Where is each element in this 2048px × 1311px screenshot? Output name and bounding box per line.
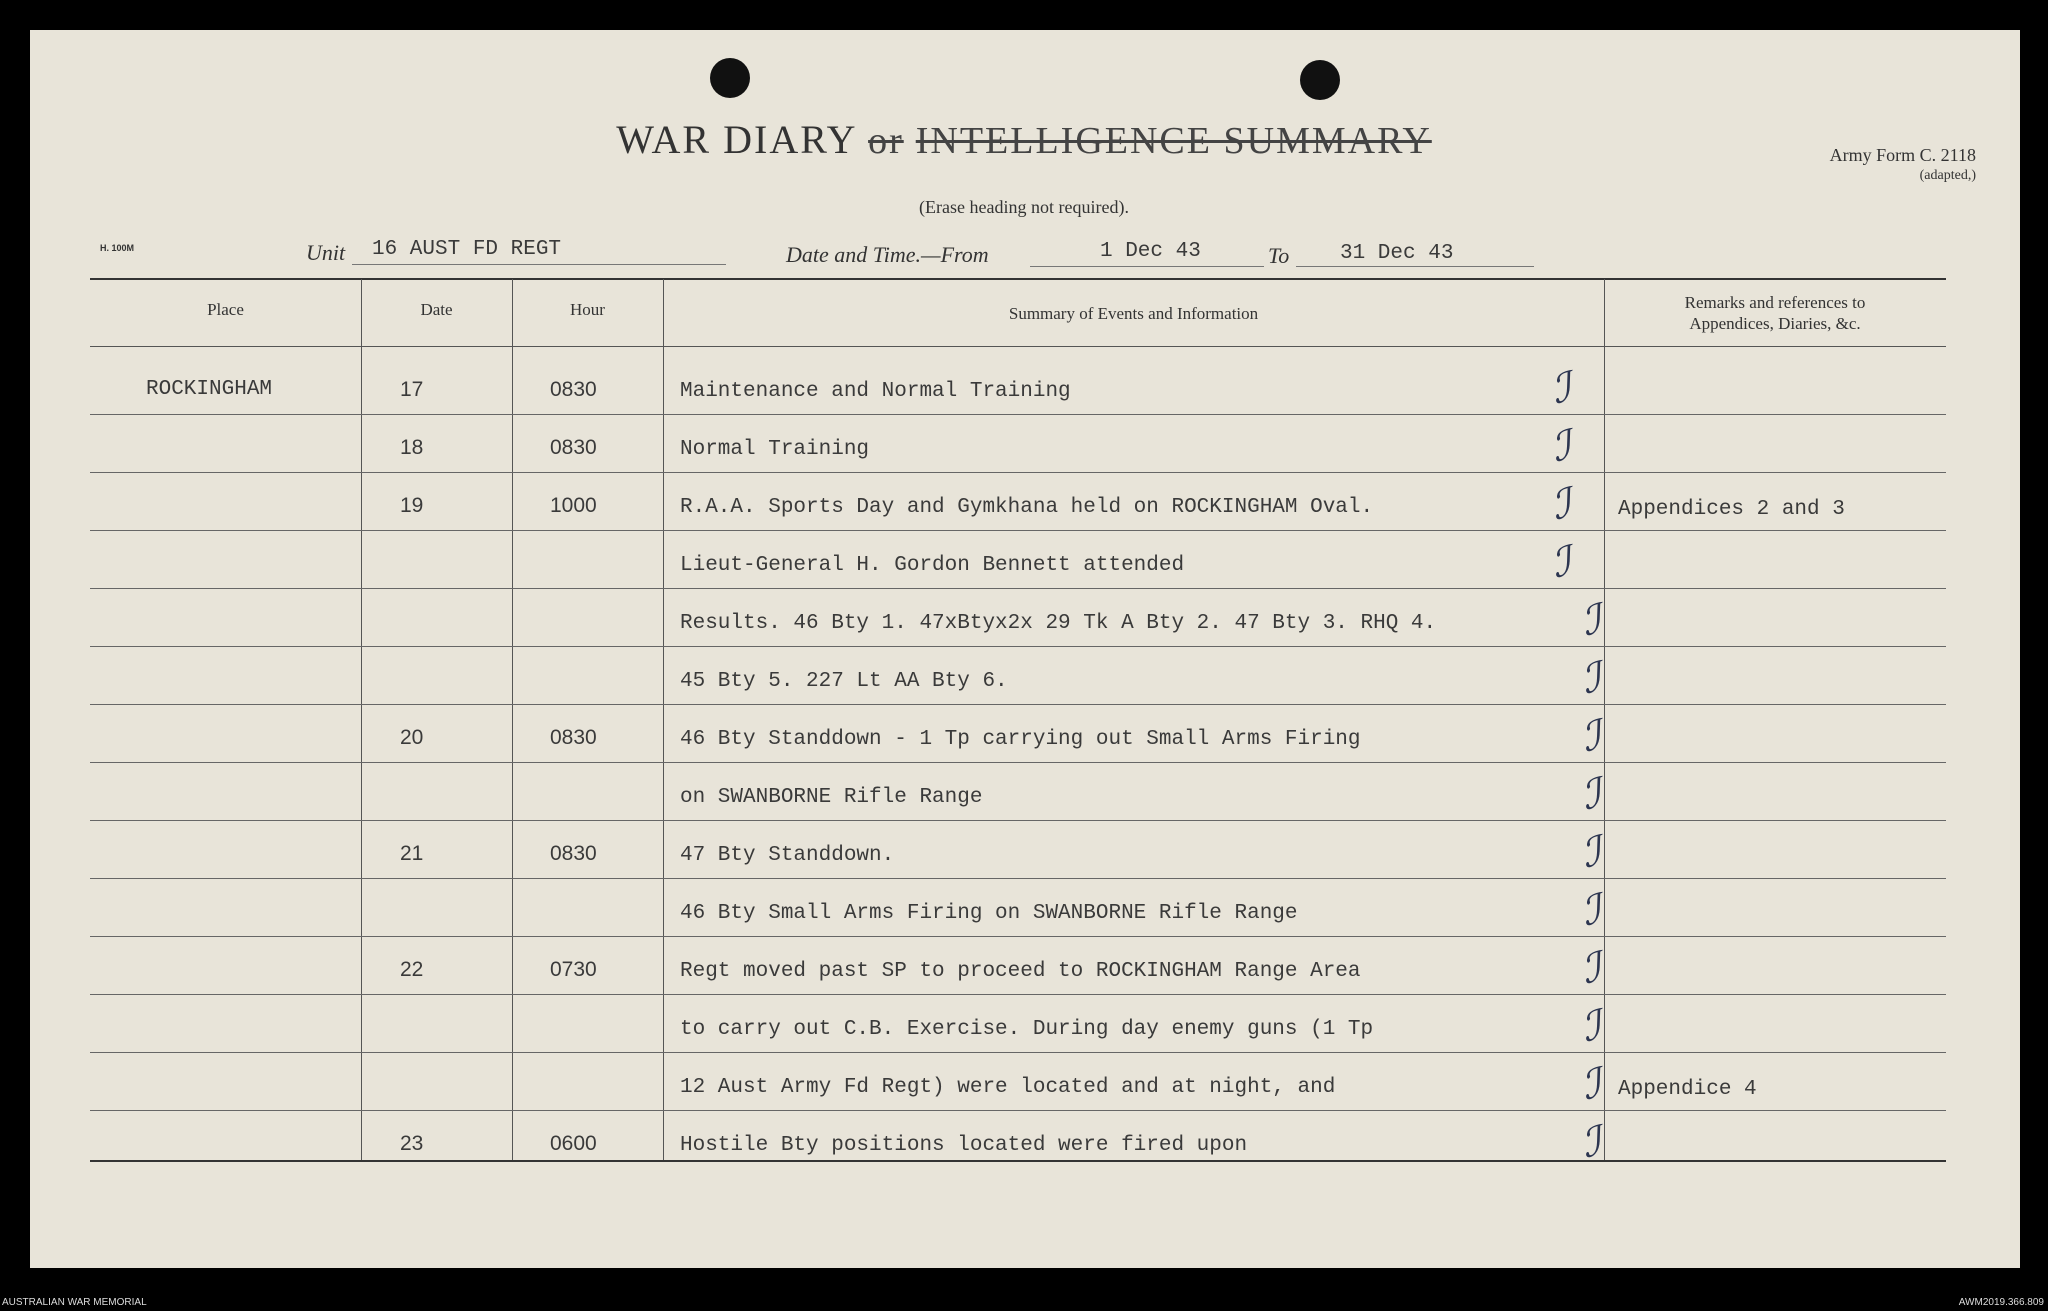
row-rule [90,1110,1946,1111]
date-from: 1 Dec 43 [1100,240,1201,263]
date-to-underline [1296,266,1534,267]
row-rule [90,472,1946,473]
row-hour: 0730 [550,958,597,981]
date-label: Date and Time.—From [786,242,989,267]
row-summary: Hostile Bty positions located were fired upon [680,1134,1248,1157]
footer-right: AWM2019.366.809 [1958,1297,2044,1308]
row-rule [90,530,1946,531]
title-struck: INTELLIGENCE SUMMARY [915,120,1432,162]
initial-mark-icon: ℐ [1577,1002,1606,1052]
row-rule [90,762,1946,763]
header-bottom-rule [90,346,1946,347]
row-date: 17 [400,378,424,401]
to-label: To [1268,243,1290,268]
col-header-remarks [1604,292,1946,335]
row-summary: 12 Aust Army Fd Regt) were located and at night, and [680,1076,1336,1099]
col-header-place: Place [207,300,244,319]
row-date: 20 [400,726,424,749]
initial-mark-icon: ℐ [1547,364,1576,414]
row-rule [90,820,1946,821]
army-form-number: Army Form C. 2118 [1829,145,1976,165]
row-summary: Regt moved past SP to proceed to ROCKINGHAM Range Area [680,960,1361,983]
initial-mark-icon: ℐ [1577,712,1606,762]
row-hour: 1000 [550,494,597,517]
row-summary: 47 Bty Standdown. [680,844,895,867]
row-rule [90,414,1946,415]
initial-mark-icon: ℐ [1577,886,1606,936]
row-summary: Results. 46 Bty 1. 47xBtyx2x 29 Tk A Bty 2. 47 Bty 3. RHQ 4. [680,612,1437,635]
col-header-hour: Hour [570,300,605,319]
row-summary: Lieut-General H. Gordon Bennett attended [680,554,1185,577]
row-rule [90,1052,1946,1053]
title-or: or [868,120,904,162]
date-to: 31 Dec 43 [1340,242,1454,265]
row-hour: 0830 [550,436,597,459]
initial-mark-icon: ℐ [1577,828,1606,878]
row-rule [90,994,1946,995]
row-date: 21 [400,842,424,865]
col-divider-2 [512,279,513,1161]
row-date: 23 [400,1132,424,1155]
punch-hole-left [710,58,750,98]
row-hour: 0830 [550,842,597,865]
army-form-label [1830,143,1976,186]
initial-mark-icon: ℐ [1577,654,1606,704]
army-form-note: (adapted,) [1919,168,1976,184]
row-rule [90,936,1946,937]
row-place: ROCKINGHAM [146,378,273,401]
col-divider-1 [361,279,362,1161]
form-code: H. 100M [100,243,135,253]
row-hour: 0830 [550,378,597,401]
row-summary: 46 Bty Standdown - 1 Tp carrying out Small Arms Firing [680,728,1361,751]
row-summary: Maintenance and Normal Training [680,380,1071,403]
table-top-rule [90,278,1946,280]
row-hour: 0830 [550,726,597,749]
col-header-remarks-line1: Remarks and references to [1684,293,1866,312]
footer-left: AUSTRALIAN WAR MEMORIAL [2,1297,147,1308]
row-hour: 0600 [550,1132,597,1155]
punch-hole-right [1300,60,1340,100]
row-date: 22 [400,958,424,981]
title-main: WAR DIARY [616,117,857,162]
col-divider-3 [663,279,664,1161]
page-title [0,116,2048,163]
row-summary: to carry out C.B. Exercise. During day enemy guns (1 Tp [680,1018,1374,1041]
initial-mark-icon: ℐ [1577,770,1606,820]
initial-mark-icon: ℐ [1547,538,1576,588]
initial-mark-icon: ℐ [1547,422,1576,472]
row-remarks: Appendice 4 [1618,1078,1757,1101]
row-rule [90,646,1946,647]
col-divider-4 [1604,279,1605,1161]
table-bottom-rule [90,1160,1946,1162]
row-date: 19 [400,494,424,517]
unit-label: Unit [306,240,346,265]
row-summary: on SWANBORNE Rifle Range [680,786,983,809]
initial-mark-icon: ℐ [1577,944,1606,994]
date-from-underline [1030,266,1264,267]
row-rule [90,704,1946,705]
row-rule [90,878,1946,879]
row-rule [90,588,1946,589]
initial-mark-icon: ℐ [1577,1118,1606,1168]
row-summary: R.A.A. Sports Day and Gymkhana held on ROCKINGHAM Oval. [680,496,1374,519]
initial-mark-icon: ℐ [1547,480,1576,530]
initial-mark-icon: ℐ [1577,596,1606,646]
col-header-remarks-line2: Appendices, Diaries, &c. [1689,314,1861,334]
row-remarks: Appendices 2 and 3 [1618,498,1845,521]
erase-note: (Erase heading not required). [919,197,1129,217]
unit-value: 16 AUST FD REGT [372,238,562,261]
row-summary: Normal Training [680,438,870,461]
row-summary: 45 Bty 5. 227 Lt AA Bty 6. [680,670,1008,693]
col-header-summary: Summary of Events and Information [1008,304,1259,323]
row-summary: 46 Bty Small Arms Firing on SWANBORNE Rifle Range [680,902,1298,925]
row-date: 18 [400,436,424,459]
initial-mark-icon: ℐ [1577,1060,1606,1110]
col-header-date: Date [420,300,453,319]
unit-underline [352,264,726,265]
